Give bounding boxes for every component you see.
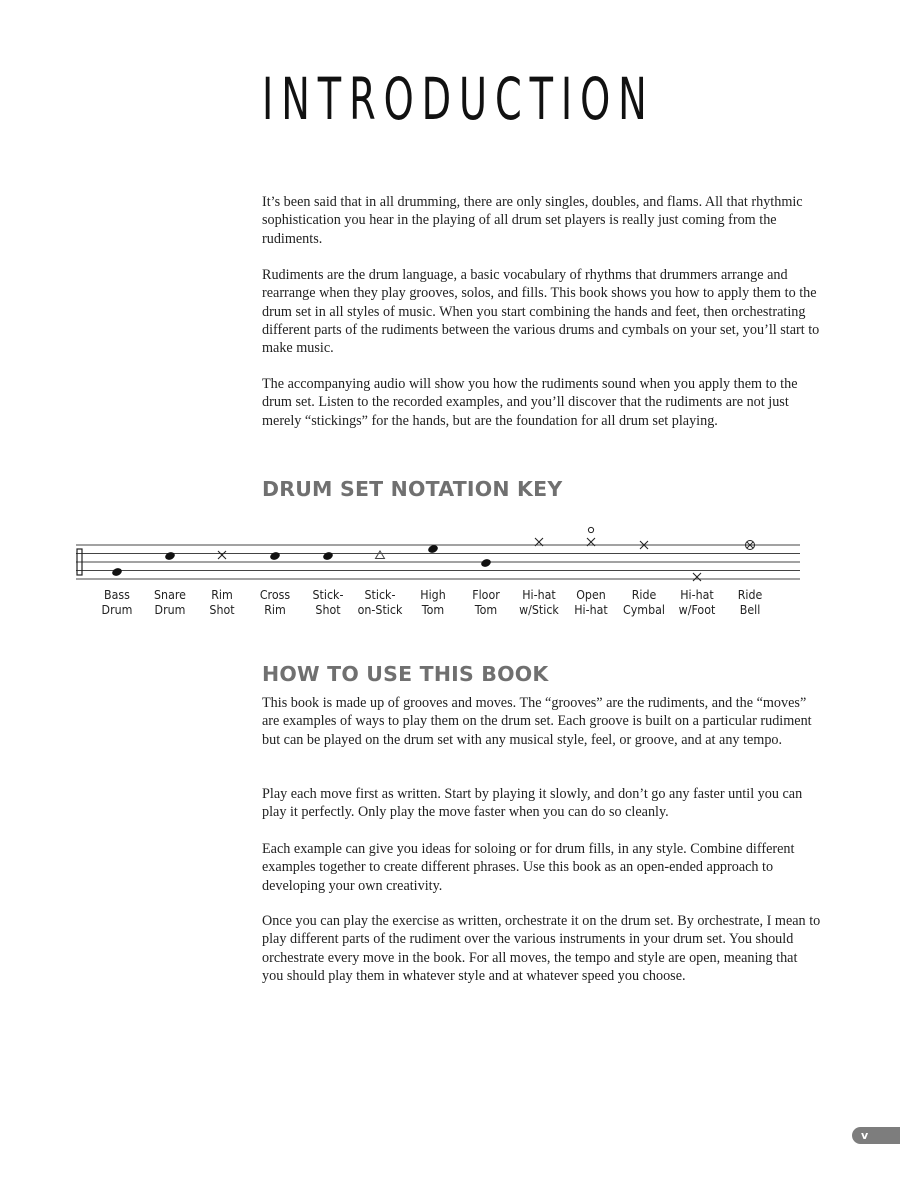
notation-label-line2: w/Stick (519, 602, 559, 617)
notation-label-line1: Stick- (312, 588, 344, 602)
notehead-stick-shot (322, 551, 334, 561)
intro-paragraph-1: It’s been said that in all drumming, there are only singles, doubles, and flams. All that rhythmic sophistication you hear in the playing of all drum set players is really just coming from the rudiments. (262, 194, 803, 247)
notation-label-line2: Shot (209, 602, 235, 617)
notation-label-line1: Ride (737, 588, 763, 602)
notation-key-heading: DRUM SET NOTATION KEY (262, 477, 563, 501)
notehead-cross-rim (269, 551, 281, 561)
notation-label-line2: Tom (474, 602, 498, 617)
page-title: INTRODUCTION (262, 65, 655, 133)
notation-label-line2: on-Stick (357, 602, 403, 617)
intro-paragraph-3: The accompanying audio will show you how the rudiments sound when you apply them to the drum set. Listen to the recorded examples, and you’ll discover that the rudiments are not just merely “stickings” for the hands, but are the foundation for all drum set playing. (262, 376, 798, 429)
notation-label-line1: Rim (211, 588, 233, 602)
notation-label-line1: High (420, 588, 446, 602)
notation-label-line1: Hi-hat (522, 588, 556, 602)
open-circle-icon (588, 527, 593, 532)
notehead-hi-hat-w-foot (693, 573, 701, 581)
how-to-paragraph-1: This book is made up of grooves and moves. The “grooves” are the rudiments, and the “moves” are examples of ways to play them on the drum set. Each groove is built on a particular rudiment but can be played on the drum set with any musical style, feel, or groove, and at any tempo. (262, 695, 812, 748)
notation-label-line1: Ride (631, 588, 657, 602)
notehead-stick-on-stick (376, 551, 385, 559)
how-to-paragraph-4: Once you can play the exercise as written, orchestrate it on the drum set. By orchestrate, I mean to play different parts of the rudiment over the various instruments in your drum set. You should orchestrate every move in the book. For all moves, the tempo and style are open, meaning that you should play them in whatever style and at whatever speed you choose. (262, 913, 821, 984)
notation-label-line1: Floor (472, 588, 500, 602)
notehead-rim-shot (218, 551, 226, 559)
notation-label-line1: Snare (154, 588, 186, 602)
how-to-paragraph-3: Each example can give you ideas for soloing or for drum fills, in any style. Combine different examples together to create different phrases. Use this book as an open-ended approach to developing your own creativity. (262, 841, 795, 894)
how-to-heading: HOW TO USE THIS BOOK (262, 662, 549, 686)
page-number-tab (852, 1127, 900, 1144)
notation-label-line2: Tom (421, 602, 445, 617)
notation-label-line1: Open (576, 588, 606, 602)
notation-label-line1: Bass (104, 588, 130, 602)
notation-label-line2: Drum (154, 602, 186, 617)
notehead-floor-tom (480, 558, 492, 568)
notation-staff (70, 522, 810, 584)
intro-paragraph-2: Rudiments are the drum language, a basic vocabulary of rhythms that drummers arrange and rearrange when they play grooves, solos, and fills. This book shows you how to apply them to the drum set in all styles of music. When you start combining the hands and feet, then orchestrating different parts of the rudiments between the various drums and cymbals on your set, you’ll start to make music. (262, 267, 820, 357)
notation-label-line2: Cymbal (623, 602, 665, 617)
notation-label-line2: Rim (264, 602, 286, 617)
notation-label-ride-bell (719, 588, 782, 617)
notation-label-line2: Hi-hat (574, 602, 608, 617)
notation-label-line2: Drum (101, 602, 133, 617)
notation-label-line2: Shot (315, 602, 341, 617)
notehead-bass-drum (111, 567, 123, 577)
notation-label-line1: Stick- (364, 588, 396, 602)
notation-label-line1: Cross (259, 588, 291, 602)
page-number: v (861, 1129, 869, 1142)
notation-label-line2: Bell (739, 602, 761, 617)
notation-label-line2: w/Foot (678, 602, 716, 617)
notehead-snare-drum (164, 551, 176, 561)
how-to-paragraph-2: Play each move first as written. Start by playing it slowly, and don’t go any faster until you can play it perfectly. Only play the move faster when you can do so cleanly. (262, 786, 803, 821)
notation-label-line1: Hi-hat (680, 588, 714, 602)
